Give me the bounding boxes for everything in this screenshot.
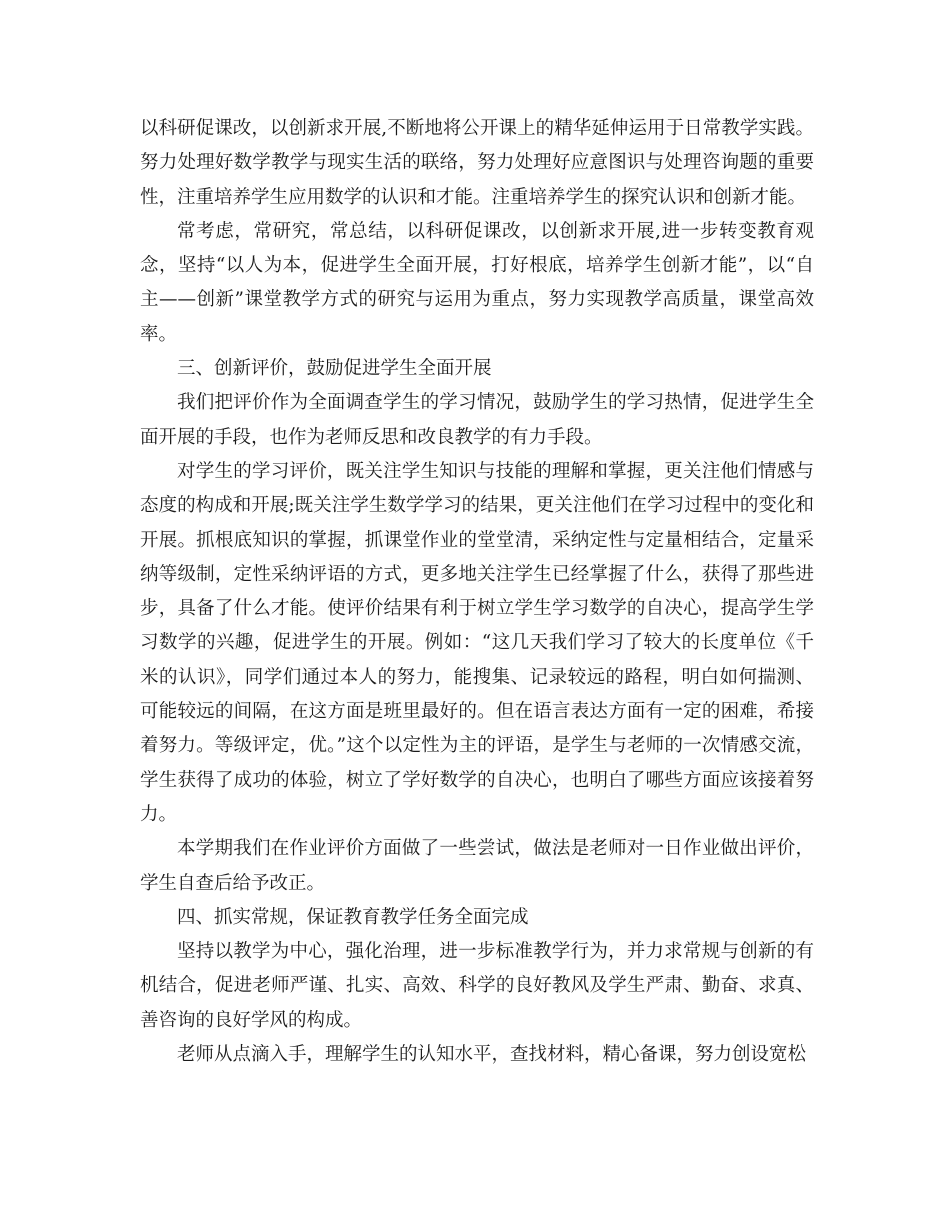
section-heading-4: 四、抓实常规，保证教育教学任务全面完成: [177, 906, 529, 928]
paragraph-8: 坚持以教学为中心，强化治理，进一步标准教学行为，并力求常规与创新的有机结合，促进老师严谨、扎实、高效、科学的良好教风及学生严肃、勤奋、求真、善咨询的良好学风的构成。: [140, 941, 814, 1031]
paragraph-1: 以科研促课改，以创新求开展,不断地将公开课上的精华延伸运用于日常教学实践。努力处理好数学教学与现实生活的联络，努力处理好应意图识与处理咨询题的重要性，注重培养学生应用数学的认识和才能。注重培养学生的探究认识和创新才能。: [140, 118, 814, 208]
document-body: [140, 112, 814, 1072]
paragraph-4: 我们把评价作为全面调查学生的学习情况，鼓励学生的学习热情，促进学生全面开展的手段，也作为老师反思和改良教学的有力手段。: [140, 392, 814, 448]
paragraph-5: 对学生的学习评价，既关注学生知识与技能的理解和掌握，更关注他们情感与态度的构成和开展;既关注学生数学学习的结果，更关注他们在学习过程中的变化和开展。抓根底知识的掌握，抓课堂作业的堂堂清，采纳定性与定量相结合，定量采纳等级制，定性采纳评语的方式，更多地关注学生已经掌握了什么，获得了那些进步，具备了什么才能。使评价结果有利于树立学生学习数学的自决心，提高学生学习数学的兴趣，促进学生的开展。例如：“这几天我们学习了较大的长度单位《千米的认识》，同学们通过本人的努力，能搜集、记录较远的路程，明白如何揣测、可能较远的间隔，在这方面是班里最好的。但在语言表达方面有一定的困难，希接着努力。等级评定，优。”这个以定性为主的评语，是学生与老师的一次情感交流，学生获得了成功的体验，树立了学好数学的自决心，也明白了哪些方面应该接着努力。: [140, 460, 814, 825]
paragraph-9: 老师从点滴入手，理解学生的认知水平，查找材料，精心备课，努力创设宽松: [177, 1044, 807, 1066]
section-heading-3: 三、创新评价，鼓励促进学生全面开展: [177, 358, 492, 380]
paragraph-2: 常考虑，常研究，常总结，以科研促课改，以创新求开展,进一步转变教育观念，坚持“以人为本，促进学生全面开展，打好根底，培养学生创新才能”，以“自主——创新”课堂教学方式的研究与运用为重点，努力实现教学高质量，课堂高效率。: [140, 220, 814, 345]
paragraph-6: 本学期我们在作业评价方面做了一些尝试，做法是老师对一日作业做出评价，学生自查后给予改正。: [140, 838, 814, 894]
